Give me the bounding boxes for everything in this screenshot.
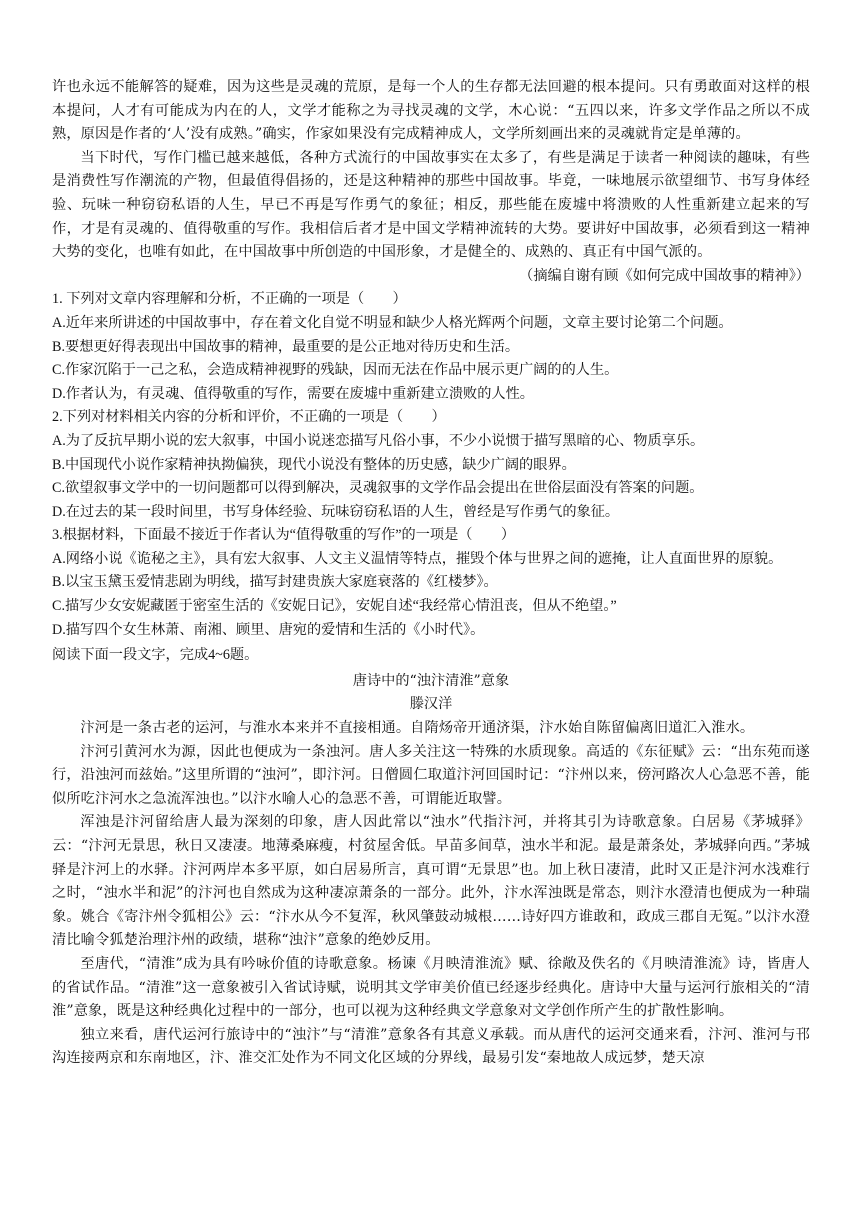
option-c: C.描写少女安妮藏匿于密室生活的《安妮日记》，安妮自述“我经常心情沮丧，但从不绝望。” — [52, 598, 617, 615]
article-paragraph: 至唐代，“清淮”成为具有吟咏价值的诗歌意象。杨谏《月映清淮流》赋、徐敞及佚名的《月映清淮流》诗，皆唐人的省试作品。“清淮”这一意象被引入省试诗赋，说明其文学审美价值已经逐步经典化。唐诗中大量与运河行旅相关的“清淮”意象，既是这种经典化过程中的一部分，也可以视为这种经典文学意象对文学创作所产生的扩散性影响。 — [52, 955, 810, 1020]
question-3 — [52, 524, 810, 642]
article-paragraph: 浑浊是汴河留给唐人最为深刻的印象，唐人因此常以“浊水”代指汴河，并将其引为诗歌意象。白居易《茅城驿》云：“汴河无景思，秋日又凄凄。地薄桑麻瘦，村贫屋舍低。早苗多间草，浊水半和泥。最是萧条处，茅城驿向西。”茅城驿是汴河上的水驿。汴河两岸本多平原，如白居易所言，真可谓“无景思”也。加上秋日凄清，此时又正是汴河水浅难行之时，“浊水半和泥”的汴河也自然成为这种凄凉萧条的一部分。此外，汴水浑浊既是常态，则汴水澄清也便成为一种瑞象。姚合《寄汴州令狐相公》云：“汴水从今不复浑，秋风肇鼓动城根……诗好四方谁敢和，政成三郡自无冤。”以汴水澄清比喻令狐楚治理汴州的政绩，堪称“浊汴”意象的绝妙反用。 — [52, 814, 810, 949]
reading-instruction: 阅读下面一段文字，完成4~6题。 — [52, 647, 259, 664]
article-author: 滕汉洋 — [409, 696, 453, 713]
option-c: C.欲望叙事文学中的一切问题都可以得到解决，灵魂叙事的文学作品会提出在世俗层面没有答案的问题。 — [52, 480, 704, 497]
question-stem: 2.下列对材料相关内容的分析和评价，不正确的一项是（ ） — [52, 409, 446, 426]
option-a: A.为了反抗早期小说的宏大叙事，中国小说迷恋描写凡俗小事，不少小说惯于描写黑暗的心、物质享乐。 — [52, 432, 705, 449]
option-d: D.在过去的某一段时间里，书写身体经验、玩味窃窃私语的人生，曾经是写作勇气的象征。 — [52, 503, 620, 520]
question-stem: 3.根据材料，下面最不接近于作者认为“值得敬重的写作”的一项是（ ） — [52, 527, 516, 544]
article-title: 唐诗中的“浊汴清淮”意象 — [352, 672, 510, 689]
option-a: A.近年来所讲述的中国故事中，存在着文化自觉不明显和缺少人格光辉两个问题，文章主要讨论第二个问题。 — [52, 314, 733, 331]
option-b: B.要想更好得表现出中国故事的精神，最重要的是公正地对待历史和生活。 — [52, 338, 520, 355]
question-stem: 1. 下列对文章内容理解和分析，不正确的一项是（ ） — [52, 291, 407, 308]
source-citation: （摘编自谢有顾《如何完成中国故事的精神》） — [519, 267, 810, 284]
option-c: C.作家沉陷于一己之私，会造成精神视野的残缺，因而无法在作品中展示更广阔的的人生。 — [52, 362, 619, 379]
option-b: B.中国现代小说作家精神执拗偏狭，现代小说没有整体的历史感，缺少广阔的眼界。 — [52, 456, 576, 473]
passage-paragraph: 许也永远不能解答的疑难，因为这些是灵魂的荒原，是每一个人的生存都无法回避的根本提问。只有勇敢面对这样的根本提问，人才有可能成为内在的人，文学才能称之为寻找灵魂的文学，木心说：“五四以来，许多文学作品之所以不成熟，原因是作者的‘人’没有成熟。”确实，作家如果没有完成精神成人，文学所刻画出来的灵魂就肯定是单薄的。 — [52, 79, 810, 143]
document-page — [52, 76, 810, 1071]
option-a: A.网络小说《诡秘之主》，具有宏大叙事、人文主义温情等特点，摧毁个体与世界之间的遮掩，让人直面世界的原貌。 — [52, 550, 783, 567]
article-paragraph: 独立来看，唐代运河行旅诗中的“浊汴”与“清淮”意象各有其意义承载。而从唐代的运河交通来看，汴河、淮河与邗沟连接两京和东南地区，汴、淮交汇处作为不同文化区域的分界线，最易引发“秦地故人成远梦，楚天凉 — [52, 1026, 810, 1067]
option-d: D.作者认为，有灵魂、值得敬重的写作，需要在废墟中重新建立溃败的人性。 — [52, 385, 534, 402]
question-1 — [52, 288, 810, 406]
question-2 — [52, 406, 810, 524]
article-paragraph: 汴河是一条古老的运河，与淮水本来并不直接相通。自隋炀帝开通济渠，汴水始自陈留偏离旧道汇入淮水。 — [80, 720, 755, 737]
option-d: D.描写四个女生林萧、南湘、顾里、唐宛的爱情和生活的《小时代》。 — [52, 621, 485, 638]
passage-paragraph: 当下时代，写作门槛已越来越低，各种方式流行的中国故事实在太多了，有些是满足于读者一种阅读的趣味，有些是消费性写作潮流的产物，但最值得倡扬的，还是这种精神的那些中国故事。毕竟，一味地展示欲望细节、书写身体经验、玩味一种窃窃私语的人生，早已不再是写作勇气的象征；相反，那些能在废墟中将溃败的人性重新建立起来的写作，才是有灵魂的、值得敬重的写作。我相信后者才是中国文学精神流转的大势。要讲好中国故事，必须看到这一精神大势的变化，也唯有如此，在中国故事中所创造的中国形象，才是健全的、成熟的、真正有中国气派的。 — [52, 149, 810, 261]
article-paragraph: 汴河引黄河水为源，因此也便成为一条浊河。唐人多关注这一特殊的水质现象。高适的《东征赋》云：“出东苑而遂行，沿浊河而兹始。”这里所谓的“浊河”，即汴河。日僧圆仁取道汴河回国时记：“汴州以来，傍河路次人心急恶不善，能似所吃汴河水之急流浑浊也。”以汴水喻人心的急恶不善，可谓能近取譬。 — [52, 743, 810, 807]
option-b: B.以宝玉黛玉爱情悲剧为明线，描写封建贵族大家庭衰落的《红楼梦》。 — [52, 574, 498, 591]
